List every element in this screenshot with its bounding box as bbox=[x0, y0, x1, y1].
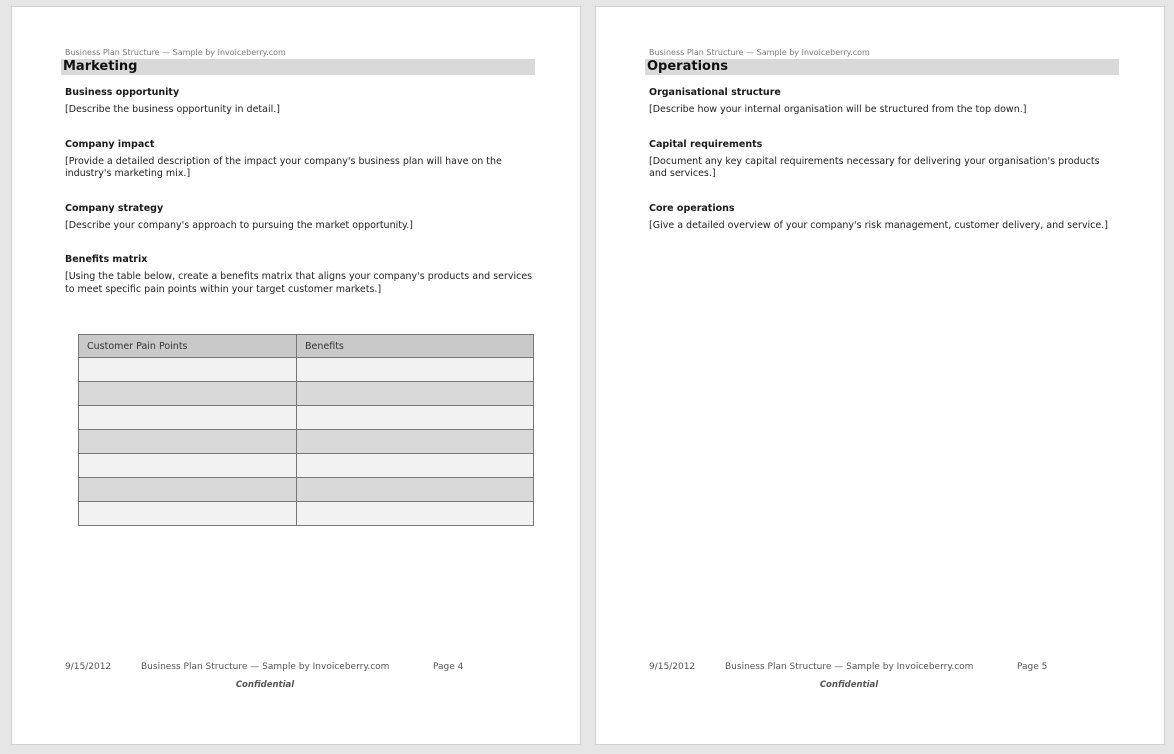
table-cell[interactable] bbox=[297, 454, 534, 478]
footer-page-number: Page 4 bbox=[433, 662, 464, 672]
paragraph-core-operations: [Give a detailed overview of your company's risk management, customer delivery, and service.] bbox=[649, 219, 1108, 231]
table-cell[interactable] bbox=[79, 382, 297, 406]
paragraph-organisational-structure: [Describe how your internal organisation will be structured from the top down.] bbox=[649, 104, 1027, 115]
table-cell[interactable] bbox=[297, 502, 534, 526]
table-cell[interactable] bbox=[297, 358, 534, 382]
table-row bbox=[79, 454, 534, 478]
paragraph-company-impact: [Provide a detailed description of the impact your company's business plan will have on the industry's marketing mix.] bbox=[65, 155, 502, 179]
page-header: Business Plan Structure — Sample by Invoiceberry.com bbox=[649, 48, 870, 57]
paragraph-benefits-matrix: [Using the table below, create a benefits matrix that aligns your company's products and services to meet specific pain points within your target customer markets.] bbox=[65, 271, 533, 295]
page-header: Business Plan Structure — Sample by Invoiceberry.com bbox=[65, 48, 286, 57]
table-cell[interactable] bbox=[79, 454, 297, 478]
table-header-row bbox=[79, 335, 534, 358]
table-row bbox=[79, 430, 534, 454]
footer-confidential: Confidential bbox=[819, 680, 879, 690]
subheading-company-strategy: Company strategy bbox=[65, 202, 164, 214]
page-content bbox=[65, 47, 535, 296]
paragraph-capital-requirements: [Document any key capital requirements necessary for delivering your organisation's products and services.] bbox=[649, 155, 1100, 179]
benefits-matrix-table bbox=[78, 334, 534, 526]
table-cell[interactable] bbox=[79, 502, 297, 526]
table-cell[interactable] bbox=[297, 430, 534, 454]
table-row bbox=[79, 478, 534, 502]
subheading-company-impact: Company impact bbox=[65, 138, 155, 150]
table-cell[interactable] bbox=[297, 406, 534, 430]
subheading-benefits-matrix: Benefits matrix bbox=[65, 254, 148, 265]
page-content bbox=[649, 47, 1119, 232]
table-cell[interactable] bbox=[79, 406, 297, 430]
table-cell[interactable] bbox=[297, 382, 534, 406]
section-title: Operations bbox=[645, 59, 1119, 75]
subheading-organisational-structure: Organisational structure bbox=[649, 87, 781, 98]
table-cell[interactable] bbox=[79, 478, 297, 502]
table-row bbox=[79, 502, 534, 526]
footer-date: 9/15/2012 bbox=[65, 662, 112, 672]
table-cell[interactable] bbox=[79, 358, 297, 382]
table-cell[interactable] bbox=[297, 478, 534, 502]
footer-page-number: Page 5 bbox=[1017, 662, 1048, 672]
subheading-core-operations: Core operations bbox=[649, 202, 735, 214]
column-header-benefits: Benefits bbox=[297, 335, 534, 358]
document-page-4 bbox=[11, 6, 581, 745]
subheading-business-opportunity: Business opportunity bbox=[65, 87, 180, 98]
table-row bbox=[79, 382, 534, 406]
table-cell[interactable] bbox=[79, 430, 297, 454]
document-page-5 bbox=[595, 6, 1165, 745]
paragraph-business-opportunity: [Describe the business opportunity in detail.] bbox=[65, 104, 280, 115]
table-row bbox=[79, 406, 534, 430]
column-header-pain-points: Customer Pain Points bbox=[79, 335, 297, 358]
table-row bbox=[79, 358, 534, 382]
footer-date: 9/15/2012 bbox=[649, 662, 696, 672]
section-title: Marketing bbox=[61, 59, 535, 75]
subheading-capital-requirements: Capital requirements bbox=[649, 138, 763, 150]
paragraph-company-strategy: [Describe your company's approach to pursuing the market opportunity.] bbox=[65, 219, 413, 231]
footer-title: Business Plan Structure — Sample by Invoiceberry.com bbox=[141, 662, 390, 672]
footer-title: Business Plan Structure — Sample by Invoiceberry.com bbox=[725, 662, 974, 672]
footer-confidential: Confidential bbox=[235, 680, 295, 690]
